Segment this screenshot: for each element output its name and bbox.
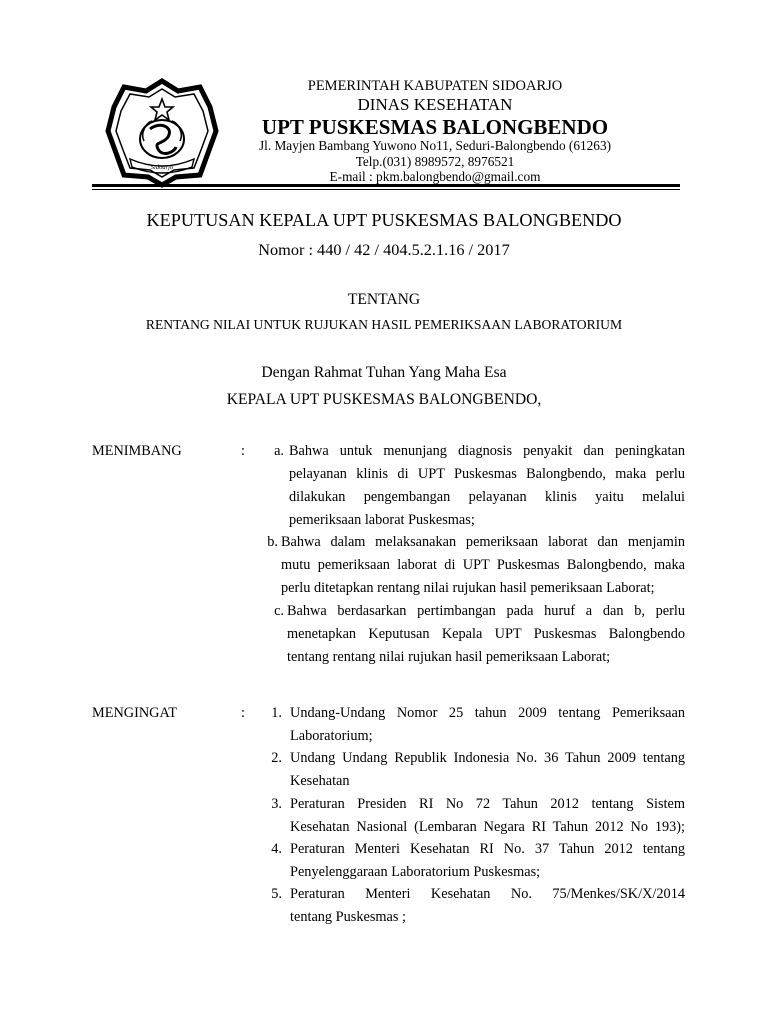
item-line: Bahwa untuk menunjang diagnosis penyakit dan peningkatan bbox=[289, 443, 685, 459]
about-heading: TENTANG bbox=[347, 291, 421, 308]
logo-ribbon-text: Sidoarjo bbox=[150, 164, 174, 171]
item-line: Kesehatan bbox=[290, 773, 350, 789]
item-line: Peraturan Menteri Kesehatan RI No. 37 Tahun 2012 tentang bbox=[290, 841, 685, 857]
item-marker: a. bbox=[274, 443, 284, 459]
menimbang-colon: : bbox=[241, 443, 245, 459]
official-title: KEPALA UPT PUSKESMAS BALONGBENDO, bbox=[226, 391, 542, 408]
item-line: Laboratorium; bbox=[290, 728, 373, 744]
item-line: Peraturan Presiden RI No 72 Tahun 2012 tentang Sistem bbox=[290, 796, 685, 812]
institution-phone: Telp.(031) 8989572, 8976521 bbox=[355, 154, 515, 169]
decree-subject: RENTANG NILAI UNTUK RUJUKAN HASIL PEMERIKSAAN LABORATORIUM bbox=[145, 317, 623, 332]
item-marker: 5. bbox=[271, 886, 282, 902]
item-marker: c. bbox=[274, 603, 284, 619]
menimbang-label: MENIMBANG bbox=[92, 443, 182, 459]
item-line: Bahwa dalam melaksanakan pemeriksaan laborat dan menjamin bbox=[281, 534, 685, 550]
decree-number: Nomor : 440 / 42 / 404.5.2.1.16 / 2017 bbox=[258, 240, 510, 259]
letterhead-divider-thick bbox=[92, 184, 680, 187]
item-line: Undang-Undang Nomor 25 tahun 2009 tentang Pemeriksaan bbox=[290, 705, 685, 721]
department-name: DINAS KESEHATAN bbox=[357, 95, 513, 114]
item-line: Bahwa berdasarkan pertimbangan pada huruf a dan b, perlu bbox=[287, 603, 685, 619]
blessing-line: Dengan Rahmat Tuhan Yang Maha Esa bbox=[261, 364, 507, 381]
item-marker: 2. bbox=[271, 750, 282, 766]
item-line: Kesehatan Nasional (Lembaran Negara RI Tahun 2012 No 193); bbox=[290, 819, 685, 835]
mengingat-colon: : bbox=[241, 705, 245, 721]
government-name: PEMERINTAH KABUPATEN SIDOARJO bbox=[307, 78, 563, 94]
item-marker: b. bbox=[267, 534, 278, 550]
institution-address: Jl. Mayjen Bambang Yuwono No11, Seduri-Balongbendo (61263) bbox=[258, 138, 612, 153]
letterhead-divider-thin bbox=[92, 189, 680, 190]
item-line: dilakukan pengembangan pelayanan klinis yaitu melalui bbox=[289, 489, 685, 505]
item-line: tentang Puskesmas ; bbox=[290, 909, 406, 925]
item-marker: 1. bbox=[271, 705, 282, 721]
item-marker: 4. bbox=[271, 841, 282, 857]
item-marker: 3. bbox=[271, 796, 282, 812]
item-line: pemeriksaan laborat Puskesmas; bbox=[289, 512, 475, 528]
item-line: perlu ditetapkan rentang nilai rujukan hasil pemeriksaan Laborat; bbox=[281, 580, 655, 596]
institution-name: UPT PUSKESMAS BALONGBENDO bbox=[261, 115, 609, 139]
item-line: mutu pemeriksaan laborat di UPT Puskesmas Balongbendo, maka bbox=[281, 557, 685, 573]
mengingat-label: MENGINGAT bbox=[92, 705, 177, 721]
item-line: Undang Undang Republik Indonesia No. 36 Tahun 2009 tentang bbox=[290, 750, 685, 766]
item-line: pelayanan klinis di UPT Puskesmas Balongbendo, maka perlu bbox=[289, 466, 685, 482]
item-line: Penyelenggaraan Laboratorium Puskesmas; bbox=[290, 864, 541, 880]
sidoarjo-emblem-logo bbox=[104, 77, 220, 189]
item-line: tentang rentang nilai rujukan hasil pemeriksaan Laborat; bbox=[287, 649, 611, 665]
institution-email: E-mail : pkm.balongbendo@gmail.com bbox=[329, 169, 541, 184]
decree-title: KEPUTUSAN KEPALA UPT PUSKESMAS BALONGBENDO bbox=[146, 210, 622, 230]
item-line: Peraturan Menteri Kesehatan No. 75/Menkes/SK/X/2014 bbox=[290, 886, 685, 902]
item-line: menetapkan Keputusan Kepala UPT Puskesmas Balongbendo bbox=[287, 626, 685, 642]
